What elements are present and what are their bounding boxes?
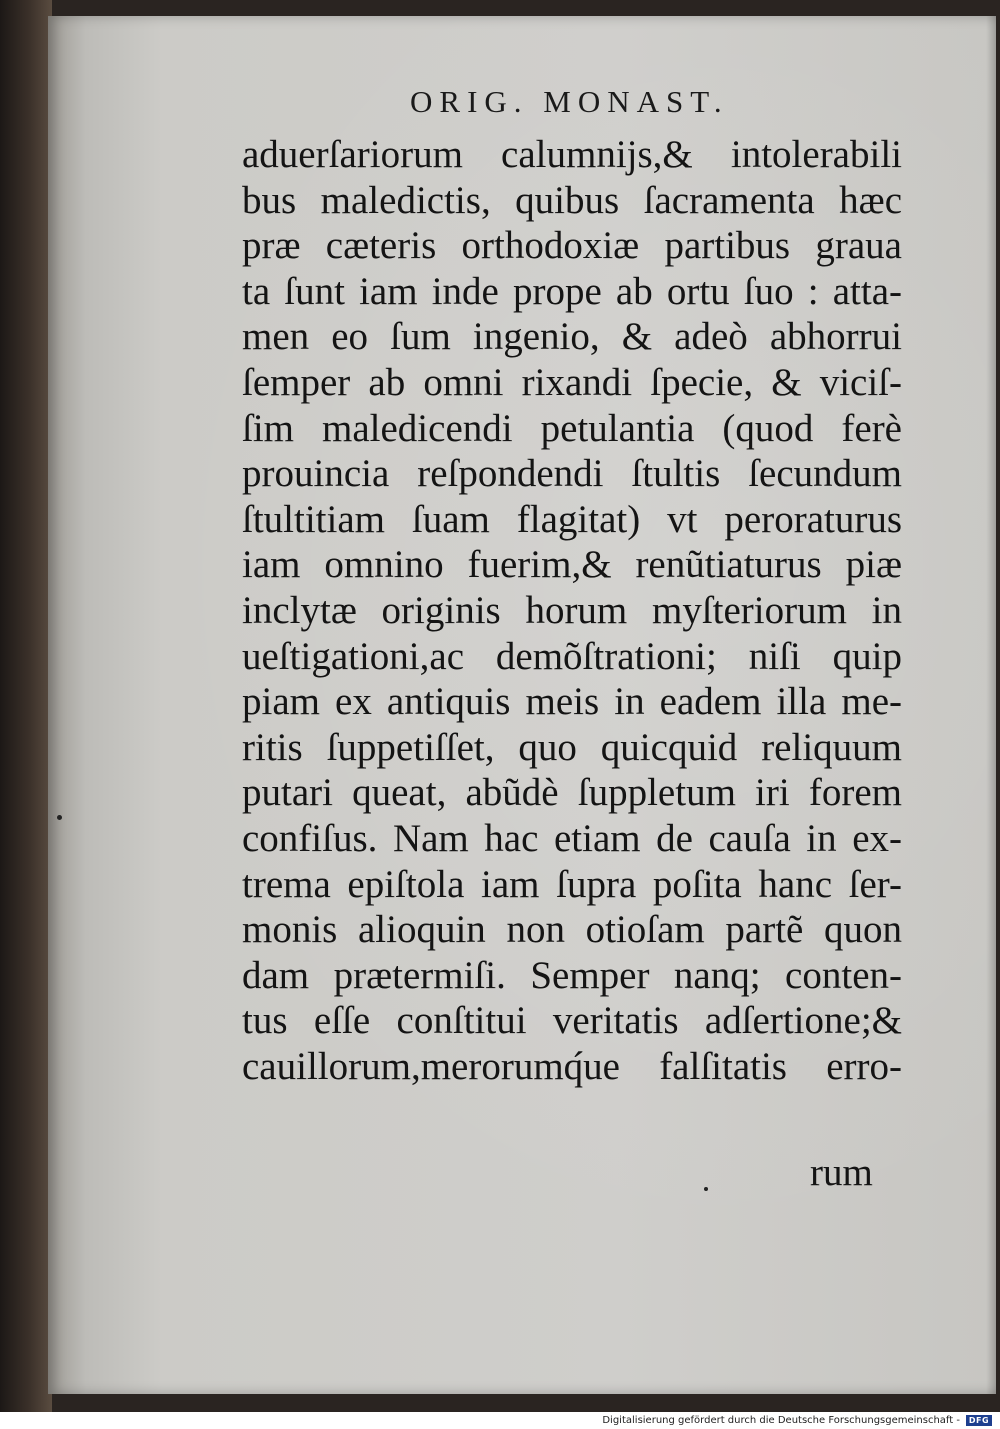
text-line: ſtultitiam ſuam flagitat) vt peroraturus	[242, 497, 902, 541]
page-edge-shadow	[986, 16, 996, 1394]
text-line: præ cæteris orthodoxiæ partibus graua	[242, 224, 902, 268]
text-line: prouincia reſpondendi ſtultis ſecundum	[242, 452, 902, 496]
dfg-logo: DFG	[966, 1415, 992, 1426]
text-line: putari queat, abũdè ſuppletum iri forem	[242, 771, 902, 815]
text-line: inclytæ originis horum myſteriorum in	[242, 588, 902, 632]
text-line: ritis ſuppetiſſet, quo quicquid reliquum	[242, 725, 902, 769]
text-line: men eo ſum ingenio, & adeò abhorrui	[242, 315, 902, 359]
text-line: aduerſariorum calumnijs,& intolerabili	[242, 133, 902, 176]
text-line: ueſtigationi,ac demõſtrationi; niſi quip	[242, 634, 902, 678]
text-line: iam omnino fuerim,& renũtiaturus piæ	[242, 543, 902, 587]
ink-speck	[57, 815, 62, 820]
text-line: ta ſunt iam inde prope ab ortu ſuo : atta-	[242, 269, 902, 313]
catchword: rum	[810, 1151, 873, 1194]
text-line: piam ex antiquis meis in eadem illa me-	[242, 680, 902, 724]
body-text	[242, 132, 902, 1089]
text-line: dam prætermiſi. Semper nanq; conten-	[242, 953, 902, 997]
text-line: monis alioquin non otioſam partẽ quon	[242, 908, 902, 952]
book-binding-edge	[0, 0, 52, 1412]
running-head: ORIG. MONAST.	[410, 84, 729, 119]
text-line: tus eſſe conſtitui veritatis adſertione;&	[242, 999, 902, 1043]
digitization-credit: Digitalisierung gefördert durch die Deutsche Forschungsgemeinschaft -	[602, 1415, 960, 1426]
text-line: bus maledictis, quibus ſacramenta hæc	[242, 178, 902, 222]
text-line: cauillorum,merorumq́ue falſitatis erro-	[242, 1044, 902, 1088]
text-line: ſim maledicendi petulantia (quod ferè	[242, 406, 902, 450]
text-line: trema epiſtola iam ſupra poſita hanc ſer-	[242, 862, 902, 906]
footer-bar	[0, 1412, 1000, 1429]
text-line: ſemper ab omni rixandi ſpecie, & viciſ-	[242, 360, 902, 404]
text-line: confiſus. Nam hac etiam de cauſa in ex-	[242, 816, 902, 860]
ink-speck	[704, 1187, 708, 1191]
